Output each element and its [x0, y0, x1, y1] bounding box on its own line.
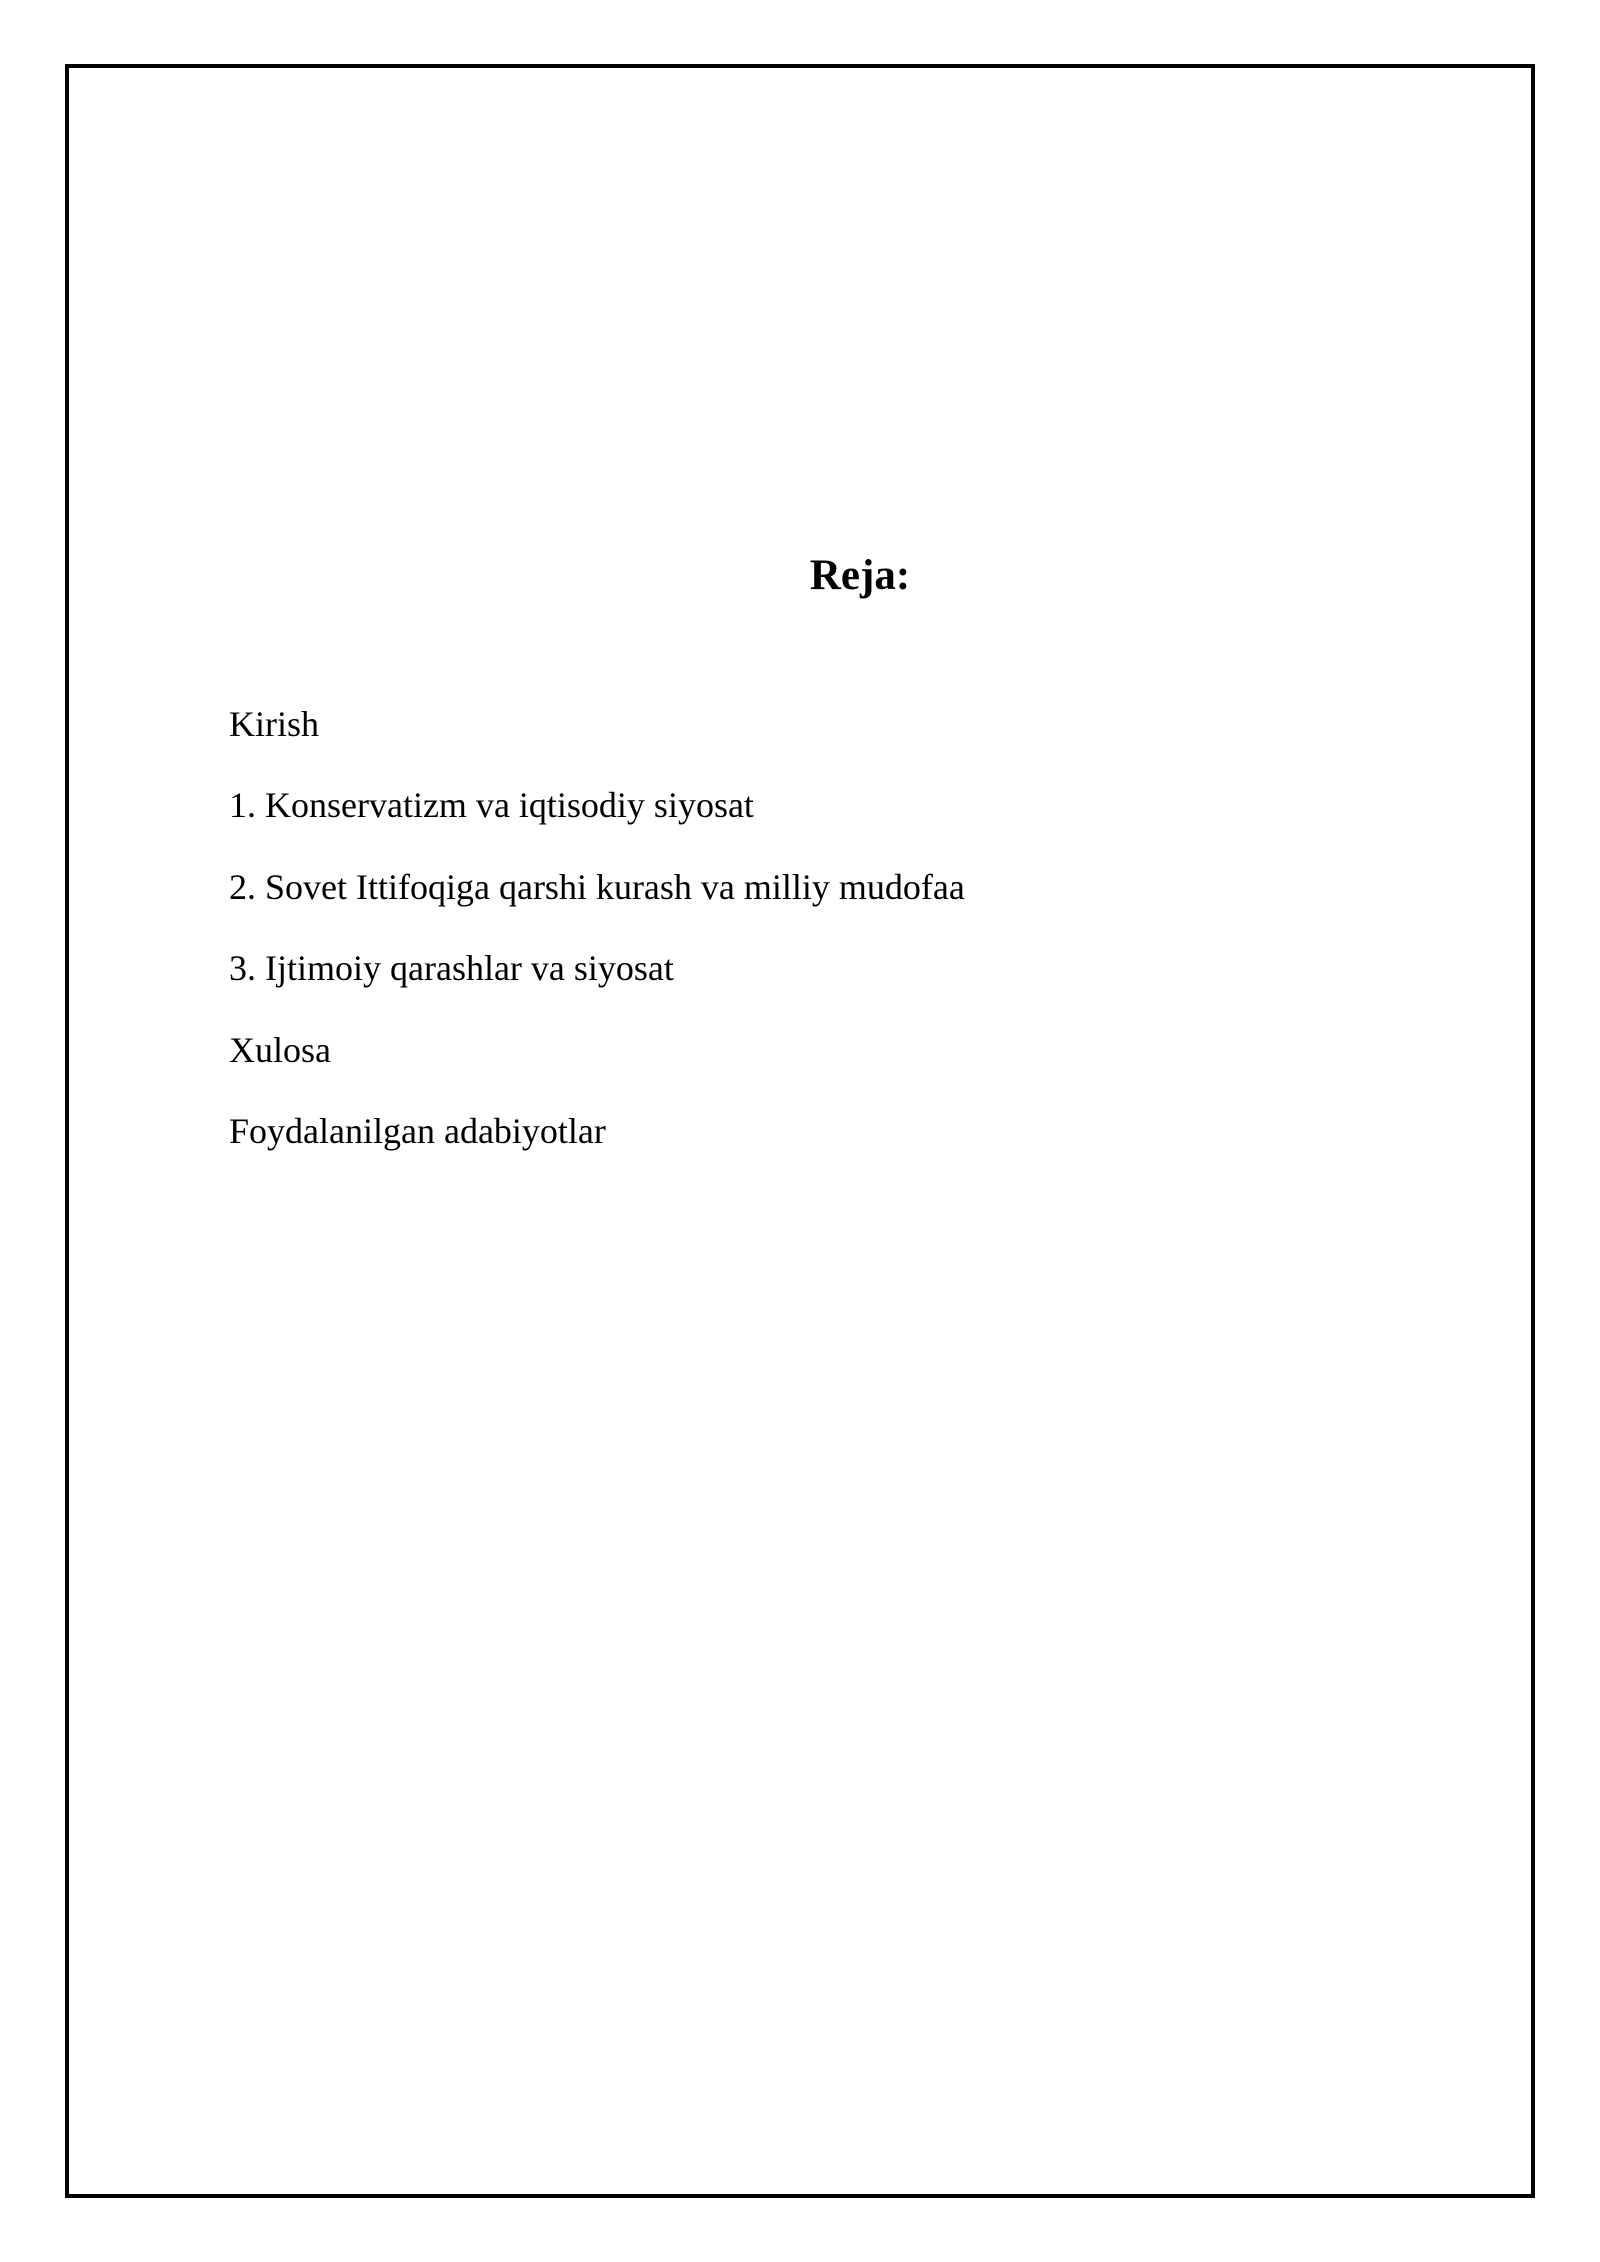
- toc-item-references: Foydalanilgan adabiyotlar: [229, 1110, 606, 1151]
- page-title: Reja:: [809, 552, 911, 599]
- toc-item-1: 1. Konservatizm va iqtisodiy siyosat: [229, 785, 754, 826]
- toc-item-conclusion: Xulosa: [229, 1029, 331, 1070]
- toc-item-intro: Kirish: [229, 704, 319, 744]
- toc-item-2: 2. Sovet Ittifoqiga qarshi kurash va milliy mudofaa: [229, 866, 965, 907]
- table-of-contents: [229, 698, 965, 1186]
- toc-item-3: 3. Ijtimoiy qarashlar va siyosat: [229, 948, 674, 989]
